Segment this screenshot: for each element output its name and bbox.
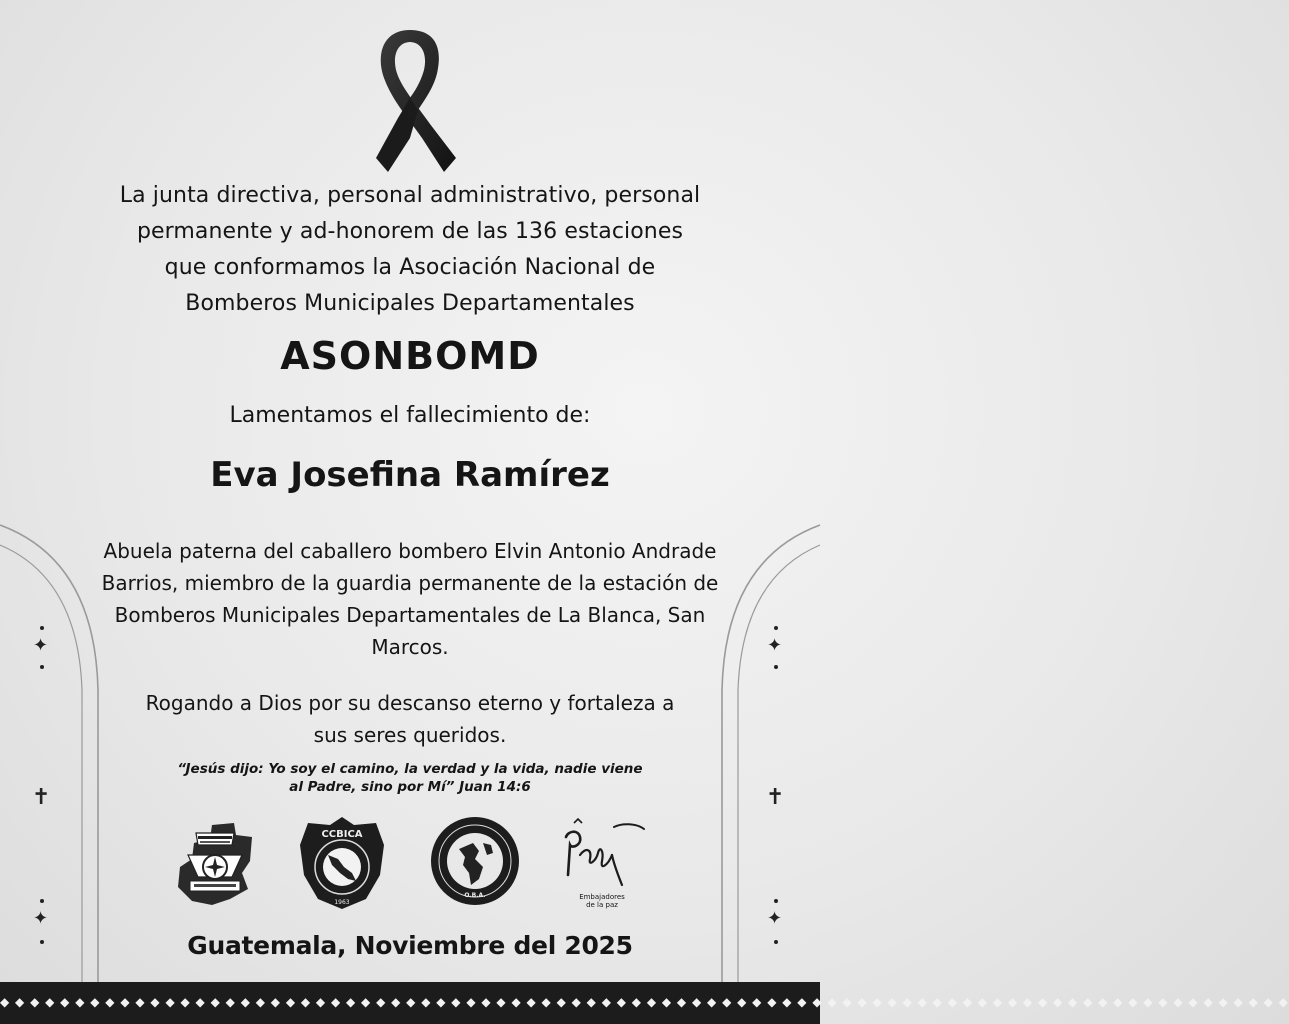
intro-line: Bomberos Municipales Departamentales [185,291,635,316]
description-line: Abuela paterna del caballero bombero Elvin Antonio Andrade [103,539,717,563]
embajadores-caption-line: Embajadores [579,893,625,901]
sparkle-icon: ✦ [33,908,49,929]
cross-icon: ✝ [766,785,785,810]
embajadores-caption [552,893,652,909]
asonbomd-logo [172,815,258,907]
sparkle-icon: ✦ [767,908,783,929]
sparkle-dot [774,665,778,669]
lament-heading: Lamentamos el fallecimiento de: [229,403,591,428]
deceased-name: Eva Josefina Ramírez [210,455,610,495]
verse-line: al Padre, sino por Mí” Juan 14:6 [289,779,531,795]
logos-row [0,815,820,915]
intro-line: que conformamos la Asociación Nacional de [164,255,656,280]
prayer-line: sus seres queridos. [313,723,507,747]
embajadores-signature-mark [552,815,652,891]
ccbica-text: CCBICA [321,829,363,840]
prayer-line: Rogando a Dios por su descanso eterno y fortaleza a [145,691,675,715]
ccbica-year: 1963 [334,899,350,906]
diamond-pattern: ◆ ◆ ◆ ◆ ◆ ◆ ◆ ◆ ◆ ◆ ◆ ◆ ◆ ◆ ◆ ◆ ◆ ◆ ◆ ◆ ◆ ◆ ◆ ◆ ◆ ◆ ◆ ◆ ◆ ◆ ◆ ◆ ◆ ◆ ◆ ◆ ◆ ◆ ◆ ◆ ◆ ◆ ◆ ◆ ◆ ◆ ◆ ◆ ◆ ◆ ◆ ◆ ◆ ◆ ◆ ◆ ◆ ◆ ◆ ◆ ◆ ◆ ◆ ◆ ◆ ◆ ◆ ◆ ◆ ◆ ◆ ◆ ◆ ◆ ◆ ◆ ◆ ◆ ◆ ◆ ◆ ◆ ◆ ◆ ◆ ◆ [0,995,1289,1009]
sparkle-icon: ✦ [767,635,783,656]
intro-line: La junta directiva, personal administrativo, personal [119,183,701,208]
footer-place-date: Guatemala, Noviembre del 2025 [187,931,633,960]
oba-logo [429,815,521,907]
description-line: Barrios, miembro de la guardia permanente de la estación de [101,571,719,595]
decorative-bottom-band [0,982,1289,1024]
bible-verse [0,760,820,796]
sparkle-icon: ✦ [33,635,49,656]
embajadores-logo [552,815,652,911]
prayer-text [0,687,820,751]
sparkle-dot [40,665,44,669]
intro-line: permanente y ad-honorem de las 136 estaciones [136,219,684,244]
verse-line: “Jesús dijo: Yo soy el camino, la verdad y la vida, nadie viene [177,761,643,777]
description-line: Bomberos Municipales Departamentales de La Blanca, San [114,603,706,627]
oba-text: O.B.A. [464,892,486,899]
mourning-ribbon-icon [362,26,458,176]
organization-acronym: ASONBOMD [280,334,540,378]
cross-icon: ✝ [32,785,51,810]
relation-description [0,535,820,663]
description-line: Marcos. [371,635,449,659]
intro-paragraph [0,178,820,322]
embajadores-caption-line: de la paz [586,901,618,909]
ccbica-logo [296,815,388,911]
